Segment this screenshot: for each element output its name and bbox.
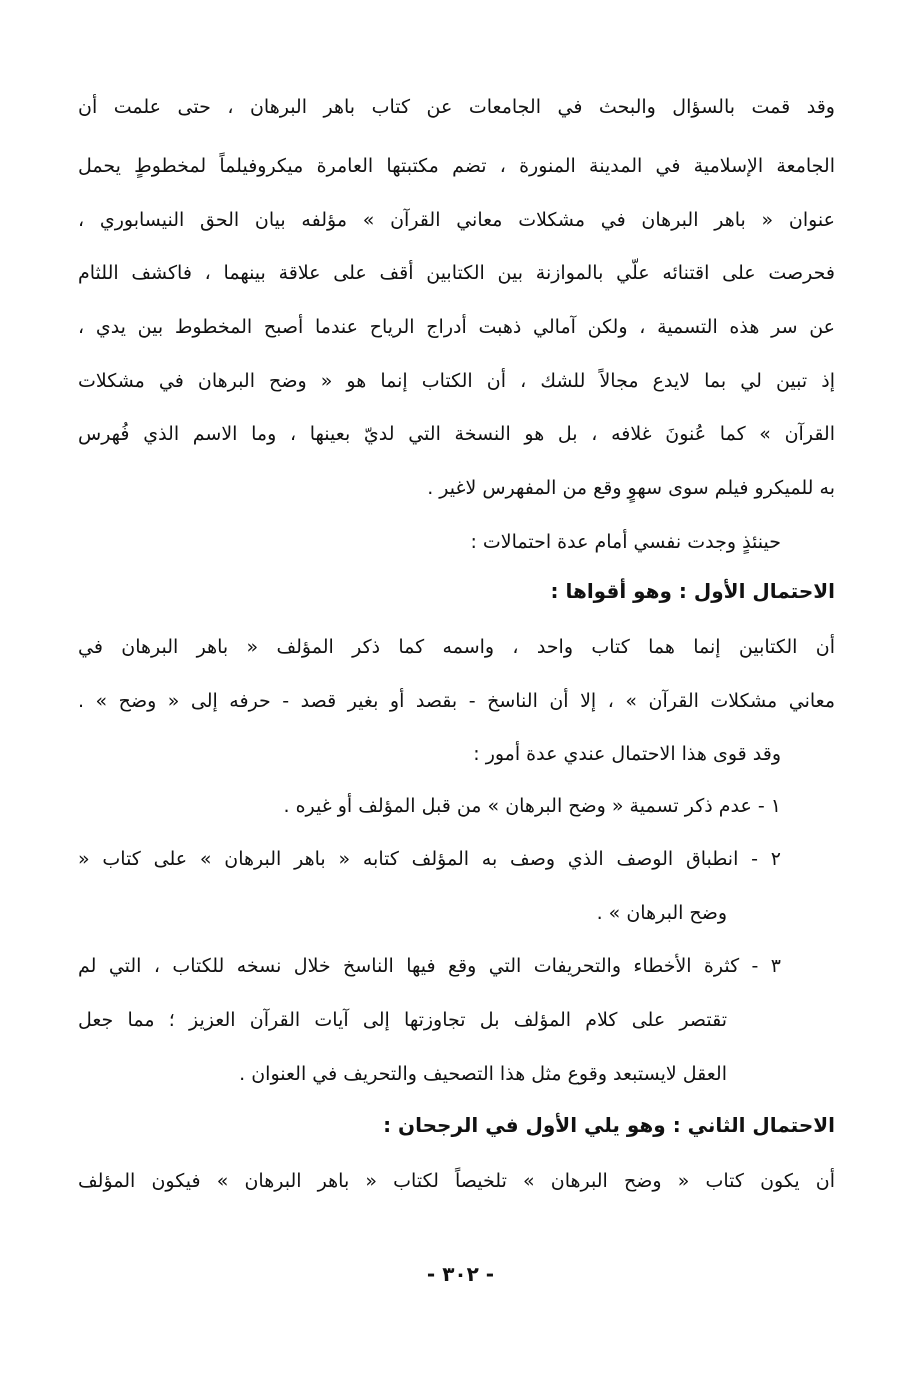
paragraph-line: وقد قمت بالسؤال والبحث في الجامعات عن كتاب باهر البرهان ، حتى علمت أن — [78, 96, 835, 118]
list-item: ٢ - انطباق الوصف الذي وصف به المؤلف كتابه « باهر البرهان » على كتاب « — [78, 848, 781, 870]
page-number: - ٣٠٢ - — [426, 1262, 495, 1286]
paragraph-line: عنوان « باهر البرهان في مشكلات معاني القرآن » مؤلفه بيان الحق النيسابوري ، — [78, 209, 835, 231]
paragraph-line: القرآن » كما عُنونَ غلافه ، بل هو النسخة التي لديّ بعينها ، وما الاسم الذي فُهرس — [78, 423, 835, 445]
list-item-continuation: العقل لايستبعد وقوع مثل هذا التصحيف والتحريف في العنوان . — [239, 1063, 727, 1085]
section-heading: الاحتمال الثاني : وهو يلي الأول في الرجحان : — [383, 1113, 835, 1137]
paragraph-line: معاني مشكلات القرآن » ، إلا أن الناسخ - بقصد أو بغير قصد - حرفه إلى « وضح » . — [78, 690, 835, 712]
paragraph-line: حينئذٍ وجدت نفسي أمام عدة احتمالات : — [470, 531, 781, 553]
list-item-continuation: وضح البرهان » . — [596, 902, 727, 924]
paragraph-line: به للميكرو فيلم سوى سهوٍ وقع من المفهرس لاغير . — [427, 477, 835, 499]
section-heading: الاحتمال الأول : وهو أقواها : — [550, 579, 835, 603]
paragraph-line: أن يكون كتاب « وضح البرهان » تلخيصاً لكتاب « باهر البرهان » فيكون المؤلف — [78, 1170, 835, 1192]
list-item: ٣ - كثرة الأخطاء والتحريفات التي وقع فيها الناسخ خلال نسخه للكتاب ، التي لم — [78, 955, 781, 977]
paragraph-line: الجامعة الإسلامية في المدينة المنورة ، تضم مكتبتها العامرة ميكروفيلماً لمخطوطٍ يحمل — [78, 155, 835, 177]
paragraph-line: عن سر هذه التسمية ، ولكن آمالي ذهبت أدراج الرياح عندما أصبح المخطوط بين يدي ، — [78, 316, 835, 338]
list-item: ١ - عدم ذكر تسمية « وضح البرهان » من قبل المؤلف أو غيره . — [283, 795, 781, 817]
paragraph-line: وقد قوى هذا الاحتمال عندي عدة أمور : — [473, 743, 781, 765]
list-item-continuation: تقتصر على كلام المؤلف بل تجاوزتها إلى آيات القرآن العزيز ؛ مما جعل — [78, 1009, 727, 1031]
paragraph-line: إذ تبين لي بما لايدع مجالاً للشك ، أن الكتاب إنما هو « وضح البرهان في مشكلات — [78, 370, 835, 392]
paragraph-line: فحرصت على اقتنائه علّي بالموازنة بين الكتابين أقف على علاقة بينهما ، فاكشف اللثام — [78, 262, 835, 284]
paragraph-line: أن الكتابين إنما هما كتاب واحد ، واسمه كما ذكر المؤلف « باهر البرهان في — [78, 636, 835, 658]
